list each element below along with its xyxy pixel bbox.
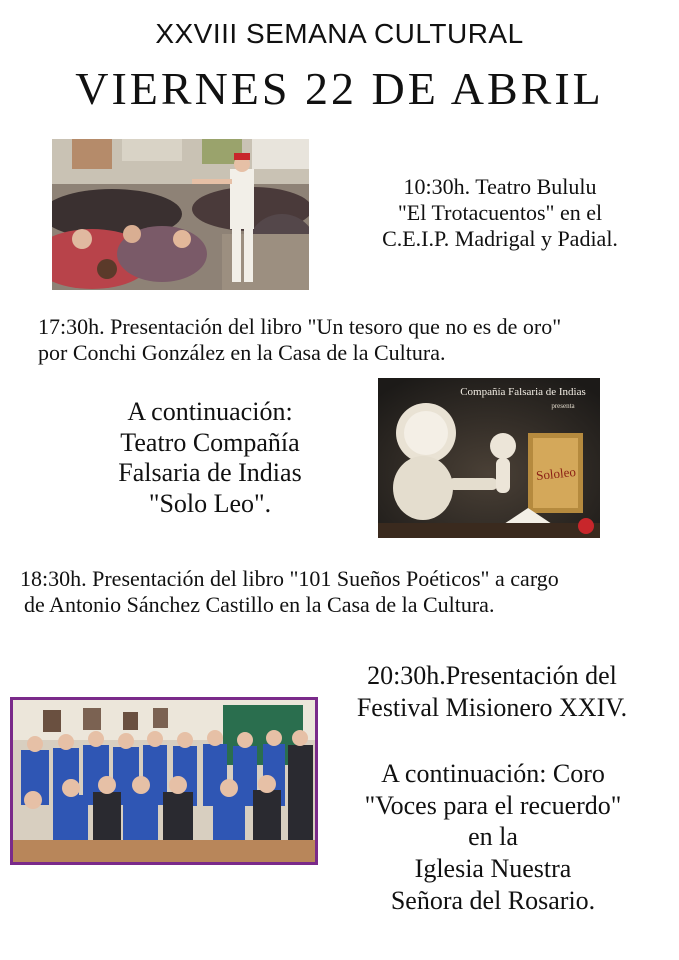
event-2-line-2: por Conchi González en la Casa de la Cultura. — [38, 339, 446, 365]
event-5-text — [322, 660, 662, 723]
event-3-line-4: "Solo Leo". — [148, 489, 272, 519]
event-3-text — [90, 397, 330, 520]
event-5-line-2: Festival Misionero XXIV. — [356, 692, 628, 722]
event-6-text — [318, 758, 668, 917]
event-1-line-1: 10:30h. Teatro Bululu — [403, 174, 597, 199]
event-6-line-1: A continuación: Coro — [381, 759, 605, 788]
event-2-text — [38, 314, 658, 366]
event-3-line-3: Falsaria de Indias — [118, 458, 302, 488]
event-6-line-5: Señora del Rosario. — [390, 885, 596, 915]
event-3-line-1: A continuación: — [127, 397, 293, 426]
event-6-line-2: "Voces para el recuerdo" — [364, 790, 622, 820]
event-4-line-1: 18:30h. Presentación del libro "101 Sueños Poéticos" a cargo — [20, 566, 559, 591]
event-1-text — [340, 174, 660, 252]
event-6-line-3: en la — [468, 822, 518, 852]
solo-leo-poster — [378, 378, 600, 538]
event-1-line-2: "El Trotacuentos" en el — [397, 199, 603, 225]
poster-book-title: Sololeo — [535, 463, 577, 484]
event-6-line-4: Iglesia Nuestra — [414, 854, 572, 884]
choir-image — [13, 700, 315, 862]
street-theater-photo — [52, 139, 309, 290]
poster-company-header: Compañía Falsaria de Indias — [460, 386, 586, 398]
choir-photo — [10, 697, 318, 865]
event-1-line-3: C.E.I.P. Madrigal y Padial. — [382, 225, 618, 251]
event-4-line-2: de Antonio Sánchez Castillo en la Casa de la Cultura. — [24, 591, 495, 617]
event-5-line-1: 20:30h.Presentación del — [367, 661, 617, 690]
poster-sub: presenta — [551, 402, 575, 410]
event-3-line-2: Teatro Compañía — [120, 427, 300, 457]
street-theater-image — [52, 139, 309, 290]
event-4-text — [20, 566, 670, 618]
date-title: VIERNES 22 DE ABRIL — [75, 63, 604, 114]
header-title: XXVIII SEMANA CULTURAL — [155, 18, 524, 49]
event-2-line-1: 17:30h. Presentación del libro "Un tesoro que no es de oro" — [38, 314, 562, 339]
